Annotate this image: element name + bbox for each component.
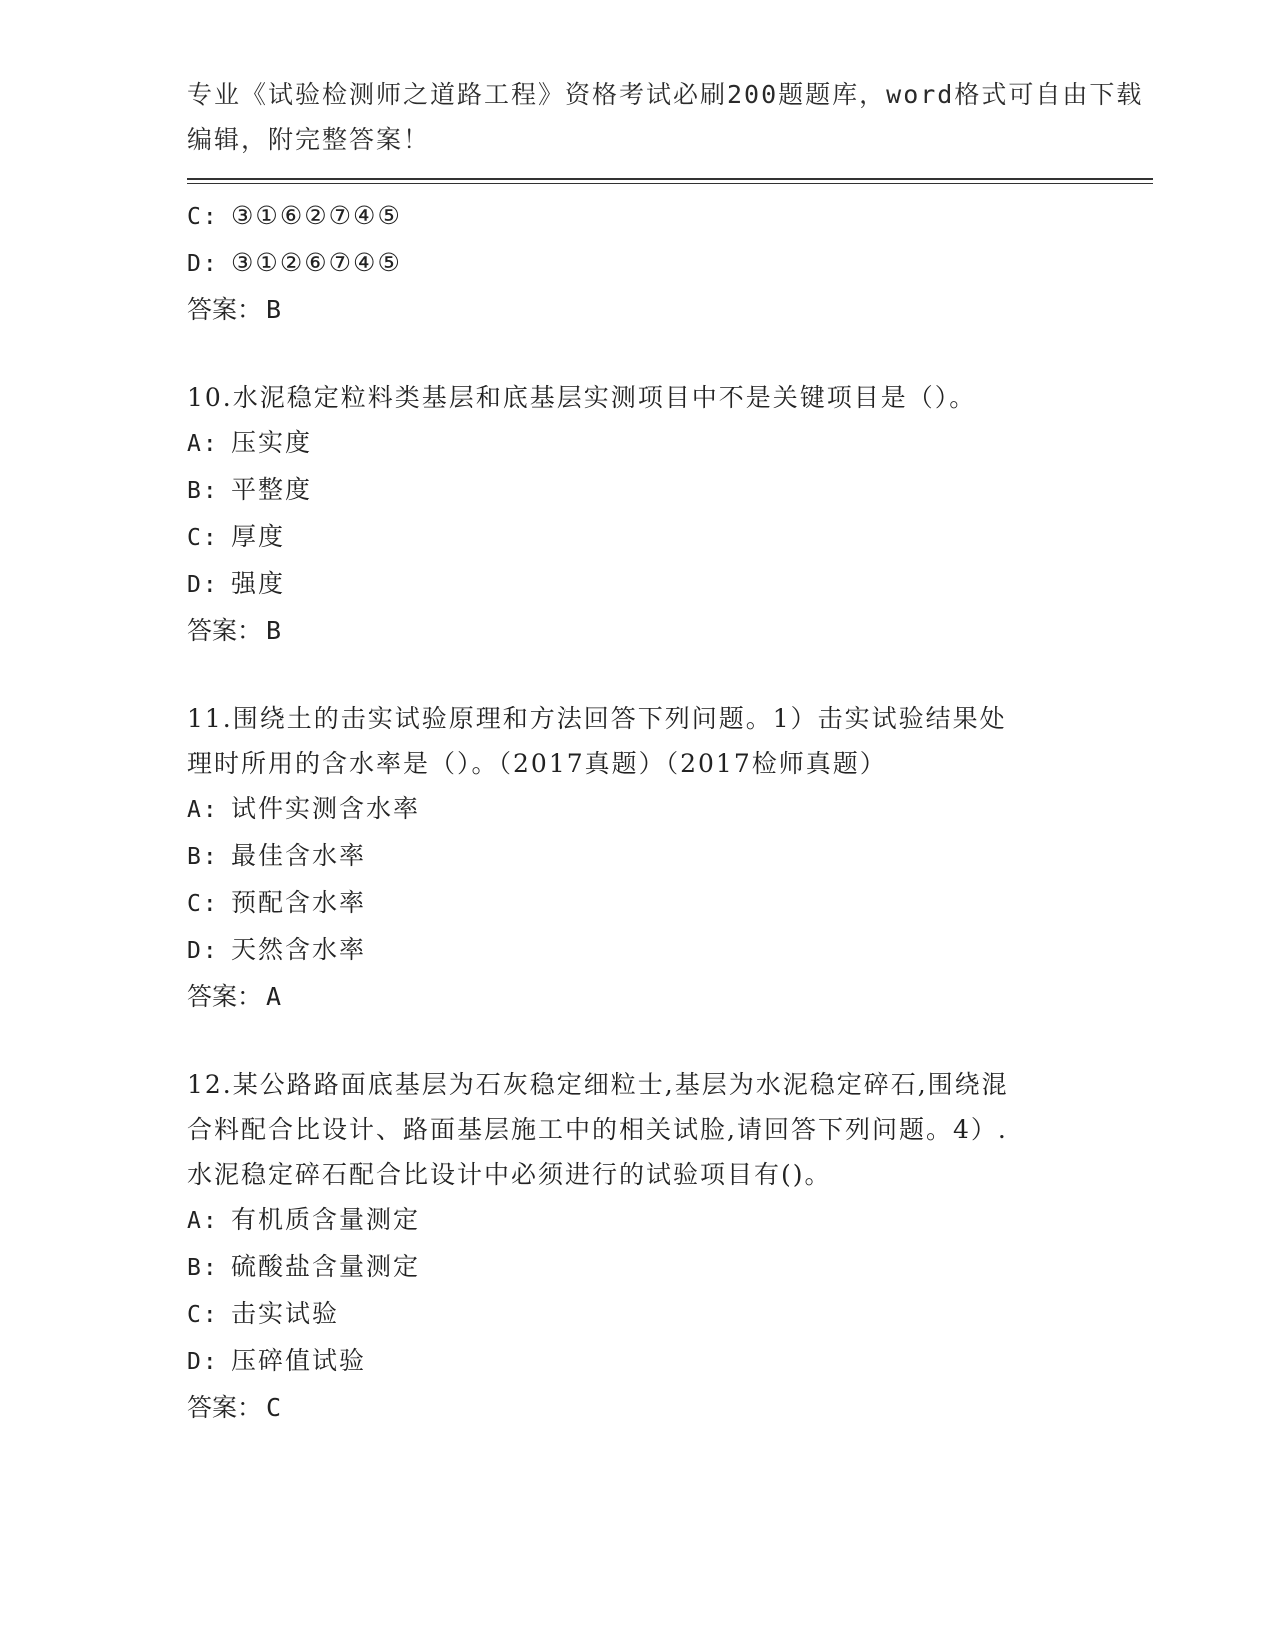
option-letter: B: [187, 844, 219, 870]
option-letter: B: [187, 478, 219, 504]
option-text: 有机质含量测定 [231, 1205, 421, 1234]
answer-line [187, 608, 1087, 654]
header-line-2: 编辑，附完整答案！ [187, 125, 431, 154]
option-text: 厚度 [231, 522, 286, 551]
header-rule [187, 178, 1153, 180]
answer-value: B [266, 616, 282, 645]
option-letter: C: [187, 525, 219, 551]
option-text: ③①⑥②⑦④⑤ [231, 201, 402, 230]
question-11 [187, 696, 1087, 1020]
option-b [187, 467, 1087, 514]
question-12 [187, 1062, 1087, 1431]
option-b [187, 1244, 1087, 1291]
option-text: 平整度 [231, 475, 313, 504]
option-letter: A: [187, 797, 219, 823]
prev-question [187, 193, 1087, 333]
option-d [187, 1338, 1087, 1385]
answer-label: 答案： [187, 616, 263, 645]
header-line-1: 专业《试验检测师之道路工程》资格考试必刷200题题库，word格式可自由下载 [187, 80, 1144, 109]
document-body [187, 193, 1087, 1431]
option-letter: B: [187, 1255, 219, 1281]
option-text: 最佳含水率 [231, 841, 367, 870]
option-a [187, 786, 1087, 833]
option-text: 强度 [231, 569, 286, 598]
option-text: 压实度 [231, 428, 313, 457]
answer-line [187, 287, 1087, 333]
option-text: 压碎值试验 [231, 1346, 367, 1375]
option-letter: C: [187, 204, 219, 230]
question-text [187, 1062, 1087, 1197]
question-line: 10.水泥稳定粒料类基层和底基层实测项目中不是关键项目是（）。 [187, 383, 977, 412]
option-text: 试件实测含水率 [231, 794, 421, 823]
option-letter: D: [187, 251, 219, 277]
answer-line [187, 1385, 1087, 1431]
option-letter: C: [187, 891, 219, 917]
question-line: 理时所用的含水率是（）。（2017真题）（2017检师真题） [187, 749, 887, 778]
option-letter: D: [187, 572, 219, 598]
option-c [187, 193, 1087, 240]
option-text: ③①②⑥⑦④⑤ [231, 248, 402, 277]
option-b [187, 833, 1087, 880]
option-letter: A: [187, 1208, 219, 1234]
header-rule-thin [187, 183, 1153, 184]
page-header [187, 72, 1144, 162]
answer-label: 答案： [187, 982, 263, 1011]
option-text: 预配含水率 [231, 888, 367, 917]
question-line: 11.围绕土的击实试验原理和方法回答下列问题。1）击实试验结果处 [187, 704, 1007, 733]
option-letter: D: [187, 1349, 219, 1375]
option-text: 击实试验 [231, 1299, 340, 1328]
answer-value: A [266, 982, 282, 1011]
option-letter: A: [187, 431, 219, 457]
question-10 [187, 375, 1087, 654]
option-a [187, 1197, 1087, 1244]
option-a [187, 420, 1087, 467]
option-c [187, 880, 1087, 927]
question-text [187, 696, 1087, 786]
option-c [187, 1291, 1087, 1338]
answer-label: 答案： [187, 1393, 263, 1422]
answer-line [187, 974, 1087, 1020]
answer-value: C [266, 1393, 282, 1422]
answer-label: 答案： [187, 295, 263, 324]
option-d [187, 561, 1087, 608]
question-text [187, 375, 1087, 420]
question-line: 12.某公路路面底基层为石灰稳定细粒士,基层为水泥稳定碎石,围绕混 [187, 1070, 1009, 1099]
option-c [187, 514, 1087, 561]
question-line: 水泥稳定碎石配合比设计中必须进行的试验项目有()。 [187, 1160, 832, 1189]
answer-value: B [266, 295, 282, 324]
option-letter: C: [187, 1302, 219, 1328]
option-letter: D: [187, 938, 219, 964]
option-text: 天然含水率 [231, 935, 367, 964]
option-d [187, 240, 1087, 287]
option-d [187, 927, 1087, 974]
option-text: 硫酸盐含量测定 [231, 1252, 421, 1281]
question-line: 合料配合比设计、路面基层施工中的相关试脸,请回答下列问题。4）. [187, 1115, 1008, 1144]
